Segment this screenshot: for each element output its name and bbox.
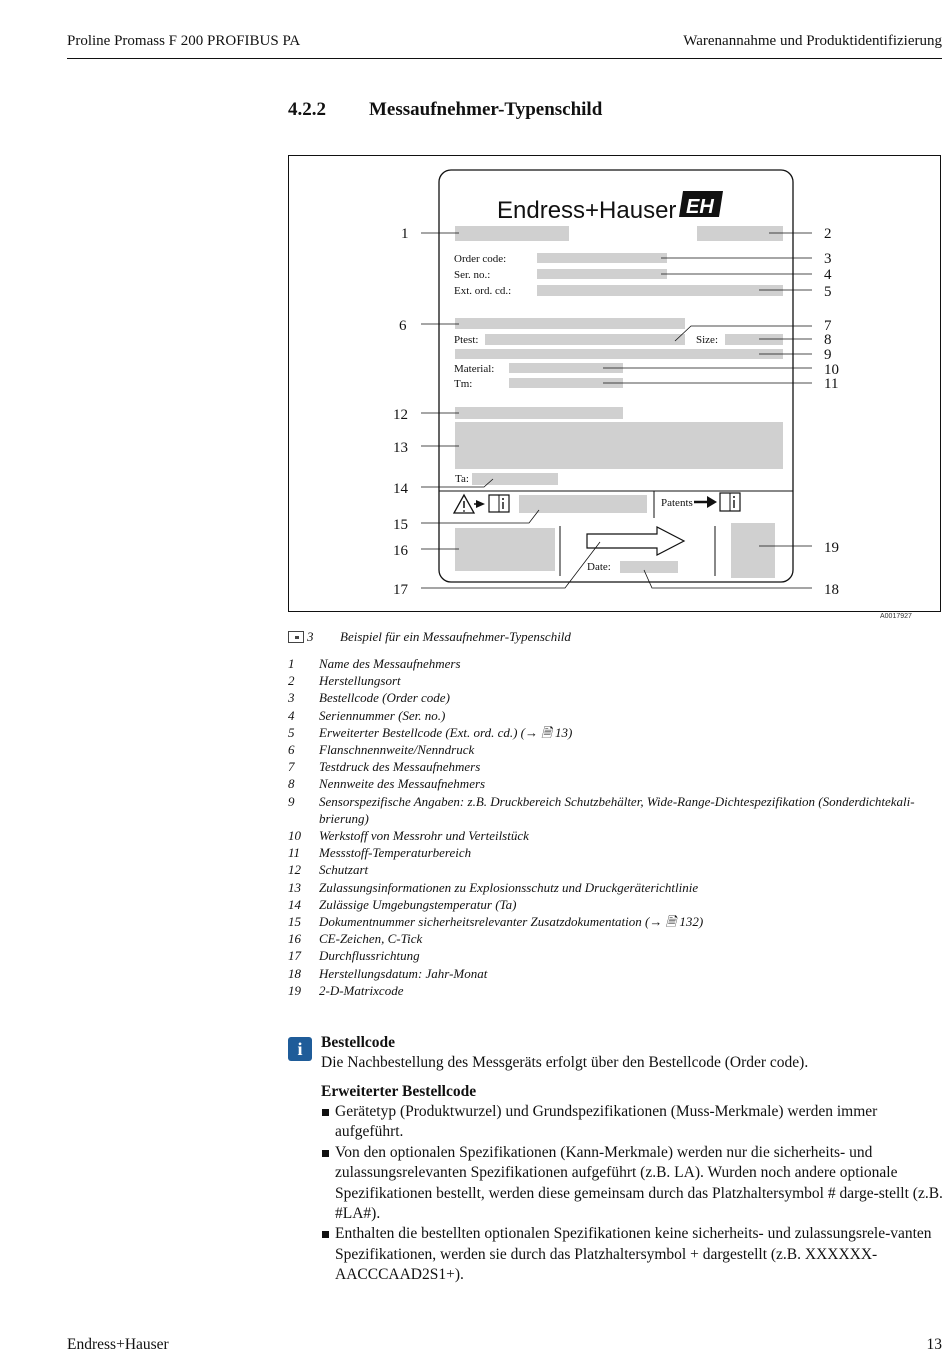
legend-item: [288, 793, 943, 827]
legend-item: [288, 844, 943, 861]
nameplate-brand: Endress+Hauser: [497, 197, 677, 224]
legend-item: [288, 982, 943, 999]
legend-number: 14: [288, 896, 301, 912]
header-product-title: Proline Promass F 200 PROFIBUS PA: [67, 33, 301, 49]
legend-text: Herstellungsdatum: Jahr-Monat: [319, 965, 488, 981]
section-title: Messaufnehmer-Typenschild: [369, 99, 603, 120]
legend-number: 18: [288, 965, 301, 981]
legend-number: 19: [288, 982, 301, 998]
legend-item: [288, 861, 943, 878]
patents-arrow-icon: [694, 496, 717, 508]
legend-item: [288, 913, 943, 930]
legend-text: Testdruck des Messaufnehmers: [319, 759, 481, 775]
page-number: 13: [926, 1336, 942, 1353]
legend-text: CE-Zeichen, C-Tick: [319, 931, 423, 947]
arrow-right-icon: [476, 500, 485, 508]
legend-number: 11: [288, 845, 301, 861]
notes-paragraph: Die Nachbestellung des Messgeräts erfolgt über den Bestellcode (Order code).: [321, 1054, 809, 1071]
notes-bullet: Enthalten die bestellten optionalen Spezifikationen keine sicherheits- und zulassungsrele-vanten Spezifikationen, werden sie durch das Platzhaltersymbol + dargestellt (z.B. XXXXXX-AACCCAAD2S1+).: [321, 1224, 943, 1285]
legend-item: [288, 758, 943, 775]
order-code-label: Order code:: [454, 253, 507, 265]
order-code-notes: [321, 1033, 943, 1286]
legend-item: [288, 930, 943, 947]
patents-book-icon: [720, 493, 740, 511]
legend-text[interactable]: Erweiterter Bestellcode (Ext. ord. cd.) (→ 🗎 13): [319, 724, 573, 740]
callout-number: 13: [393, 440, 408, 456]
warning-triangle-icon: [454, 495, 474, 513]
header-rule: [67, 58, 942, 59]
legend-number: 10: [288, 828, 301, 844]
material-label: Material:: [454, 363, 495, 375]
legend-item: [288, 965, 943, 982]
legend-item: [288, 896, 943, 913]
legend-item: [288, 879, 943, 896]
date-label: Date:: [587, 561, 611, 573]
legend-number: 4: [288, 707, 295, 723]
callout-number: 2: [824, 226, 832, 242]
legend-number: 13: [288, 879, 301, 895]
callout-number: 3: [824, 251, 832, 267]
ext-ord-label: Ext. ord. cd.:: [454, 285, 512, 297]
figure-caption-number: 3: [307, 629, 314, 644]
legend-item: [288, 655, 943, 672]
footer-brand: Endress+Hauser: [67, 1336, 169, 1353]
callout-number: 19: [824, 540, 839, 556]
legend-text: Zulassungsinformationen zu Explosionsschutz und Druckgeräterichtlinie: [319, 879, 699, 895]
callout-number: 7: [824, 318, 832, 334]
flow-direction-arrow-icon: [587, 527, 684, 555]
size-label: Size:: [696, 334, 718, 346]
ser-no-label: Ser. no.:: [454, 269, 491, 281]
legend-text: 2-D-Matrixcode: [319, 982, 404, 998]
legend-number: 2: [288, 673, 295, 689]
figure-code: A0017927: [880, 613, 912, 620]
ptest-label: Ptest:: [454, 334, 479, 346]
callout-number: 8: [824, 332, 832, 348]
legend-number: 17: [288, 948, 301, 964]
legend-item: [288, 707, 943, 724]
legend-text: Sensorspezifische Angaben: z.B. Druckbereich Schutzbehälter, Wide-Range-Dichtespezifikation (Sonderdichtekali-brierung): [319, 793, 915, 826]
tm-label: Tm:: [454, 378, 473, 390]
legend-text: Herstellungsort: [319, 673, 401, 689]
figure-caption-icon: [288, 631, 304, 643]
callout-number: 5: [824, 284, 832, 300]
legend-text: Seriennummer (Ser. no.): [319, 707, 446, 723]
legend-text: Werkstoff von Messrohr und Verteilstück: [319, 828, 529, 844]
callout-number: 17: [393, 582, 408, 598]
callout-number: 9: [824, 347, 832, 363]
notes-bullet: Von den optionalen Spezifikationen (Kann-Merkmale) werden nur die sicherheits- und zulassungsrelevanten Spezifikationen aufgeführt (z.B. LA). Wurden noch andere optionale Spezifikationen bestellt, werden diese gemeinsam durch das Platzhaltersymbol # darge-stellt (z.B. #LA#).: [321, 1143, 943, 1225]
nameplate-fields: [455, 226, 783, 578]
callout-number: 6: [399, 318, 407, 334]
header-chapter-title: Warenannahme und Produktidentifizierung: [683, 33, 942, 49]
ta-label: Ta:: [455, 473, 469, 485]
legend-number: 15: [288, 914, 301, 930]
section-number: 4.2.2: [288, 99, 326, 120]
legend-number: 5: [288, 724, 295, 740]
figure-caption-text: Beispiel für ein Messaufnehmer-Typenschild: [340, 629, 571, 644]
info-icon: i: [288, 1037, 312, 1061]
legend-item: [288, 827, 943, 844]
notes-heading-order-code: Bestellcode: [321, 1034, 396, 1051]
callout-number: 12: [393, 407, 408, 423]
manual-book-icon: [489, 495, 509, 512]
legend-text: Schutzart: [319, 862, 369, 878]
legend-item: [288, 741, 943, 758]
eh-logo-mark: EH: [686, 196, 714, 218]
legend-number: 3: [288, 690, 295, 706]
legend-number: 9: [288, 793, 295, 809]
notes-bullet-list: [321, 1102, 943, 1286]
legend-item: [288, 947, 943, 964]
legend-item: [288, 775, 943, 792]
legend-number: 1: [288, 656, 295, 671]
legend-text: Bestellcode (Order code): [319, 690, 450, 706]
callout-number: 4: [824, 267, 832, 283]
legend-item: [288, 724, 943, 741]
legend-text: Flanschnennweite/Nenndruck: [319, 742, 475, 758]
callout-number: 15: [393, 517, 408, 533]
legend-text: Name des Messaufnehmers: [319, 656, 461, 671]
legend-text: Messstoff-Temperaturbereich: [319, 845, 472, 861]
legend-text: Durchflussrichtung: [319, 948, 420, 964]
legend-number: 6: [288, 742, 295, 758]
legend-number: 7: [288, 759, 295, 775]
legend-text: Nennweite des Messaufnehmers: [319, 776, 486, 792]
eh-logo-icon: [679, 191, 723, 218]
patents-label: Patents: [661, 497, 693, 509]
legend-item: [288, 672, 943, 689]
legend-number: 12: [288, 862, 301, 878]
legend-text: Zulässige Umgebungstemperatur (Ta): [319, 896, 517, 912]
notes-bullet: Gerätetyp (Produktwurzel) und Grundspezifikationen (Muss-Merkmale) werden immer aufgeführt.: [321, 1102, 943, 1143]
figure-legend: [288, 655, 943, 999]
callout-number: 10: [824, 362, 839, 378]
legend-number: 16: [288, 931, 301, 947]
nameplate-figure: [288, 155, 941, 612]
callout-number: 1: [401, 226, 409, 242]
legend-number: 8: [288, 776, 295, 792]
legend-item: [288, 689, 943, 706]
notes-heading-extended-order-code: Erweiterter Bestellcode: [321, 1083, 477, 1100]
callout-number: 14: [393, 481, 408, 497]
legend-text[interactable]: Dokumentnummer sicherheitsrelevanter Zusatzdokumentation (→ 🗎 132): [319, 914, 704, 930]
callout-number: 11: [824, 376, 839, 392]
callout-number: 16: [393, 543, 408, 559]
callout-number: 18: [824, 582, 839, 598]
